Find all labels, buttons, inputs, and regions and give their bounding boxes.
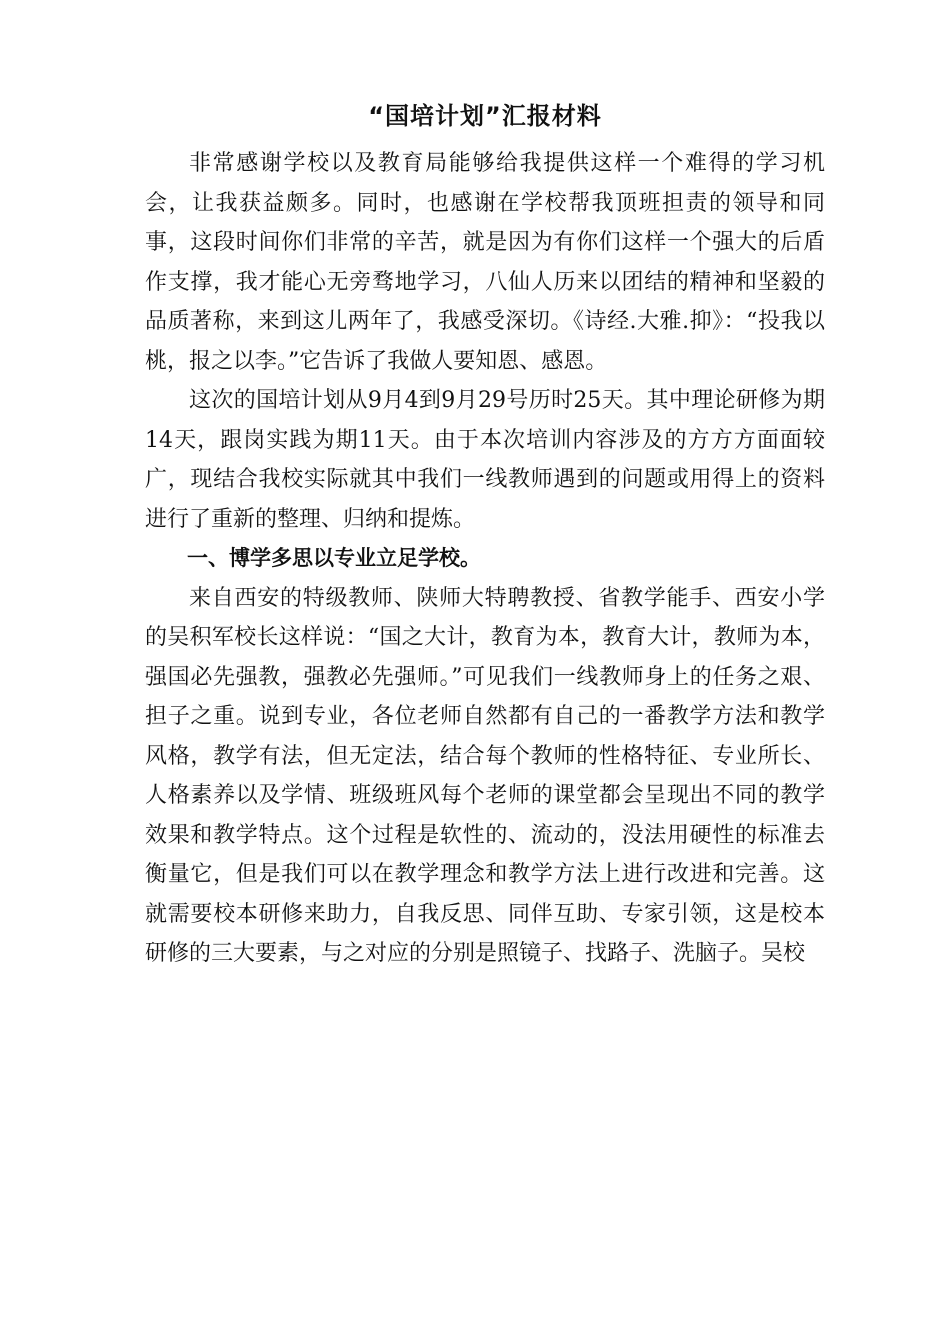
document-page [145,96,825,974]
paragraph-gratitude: 非常感谢学校以及教育局能够给我提供这样一个难得的学习机会，让我获益颇多。同时，也感谢在学校帮我顶班担责的领导和同事，这段时间你们非常的辛苦，就是因为有你们这样一个强大的后盾作支撑，我才能心无旁骛地学习，八仙人历来以团结的精神和坚毅的品质著称，来到这儿两年了，我感受深切。《诗经.大雅.抑》：“投我以桃，报之以李。”它告诉了我做人要知恩、感恩。 [145,151,825,374]
document-title: “国培计划”汇报材料 [368,102,602,130]
paragraph-training-overview: 这次的国培计划从9月4到9月29号历时25天。其中理论研修为期14天，跟岗实践为期11天。由于本次培训内容涉及的方方方面面较广，现结合我校实际就其中我们一线教师遇到的问题或用得上的资料进行了重新的整理、归纳和提炼。 [145,388,825,532]
section-heading: 一、博学多思以专业立足学校。 [187,546,481,570]
paragraph-professional-growth: 来自西安的特级教师、陕师大特聘教授、省教学能手、西安小学的吴积军校长这样说：“国之大计，教育为本，教育大计，教师为本，强国必先强教，强教必先强师。”可见我们一线教师身上的任务之艰、担子之重。说到专业，各位老师自然都有自己的一番教学方法和教学风格，教学有法，但无定法，结合每个教师的性格特征、专业所长、人格素养以及学情、班级班风每个老师的课堂都会呈现出不同的教学效果和教学特点。这个过程是软性的、流动的，没法用硬性的标准去衡量它，但是我们可以在教学理念和教学方法上进行改进和完善。这就需要校本研修来助力，自我反思、同伴互助、专家引领，这是校本研修的三大要素，与之对应的分别是照镜子、找路子、洗脑子。吴校 [145,585,825,966]
